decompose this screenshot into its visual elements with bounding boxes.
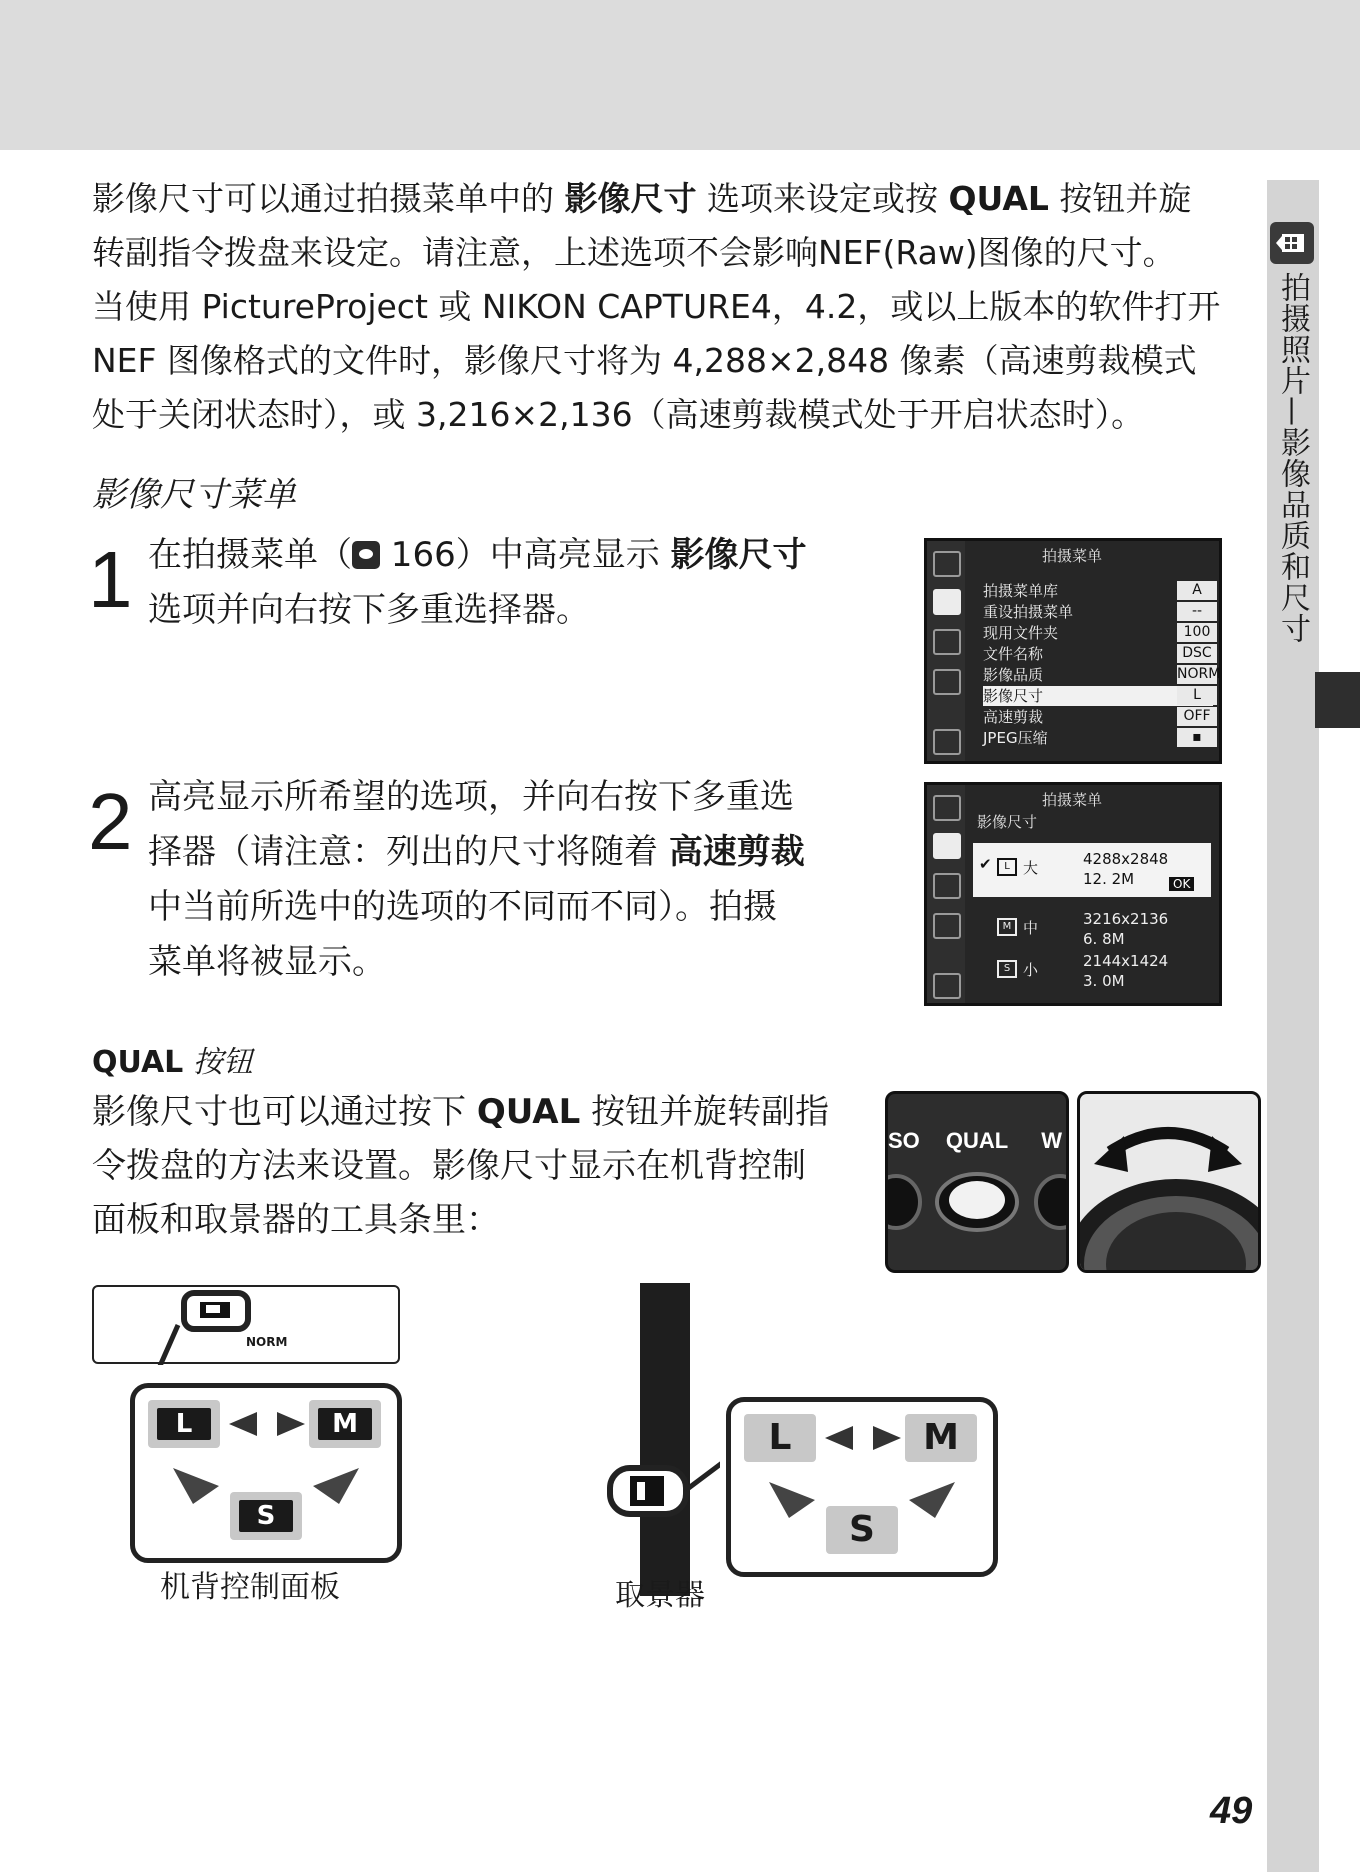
step-2-text: 高亮显示所希望的选项，并向右按下多重选 择器（请注意：列出的尺寸将随着 高速剪裁 中当前所选中的选项的不同而不同）。拍摄 菜单将被显示。 [148,777,805,982]
menu-item-value: 100 [1177,623,1217,642]
size-medium-chip: M [309,1400,381,1448]
vf-size-small-chip: S [826,1506,898,1554]
step-1-text: 在拍摄菜单（ 166）中高亮显示 影像尺寸 选项并向右按下多重选择器。 [148,535,807,630]
page-number: 49 [1210,1790,1253,1832]
size-small-chip: S [230,1492,302,1540]
viewfinder-caption: 取景器 [615,1578,705,1613]
ok-badge: OK [1169,877,1194,891]
rotate-dial-icon [1080,1094,1258,1270]
camera-tab-icon [933,833,961,859]
vf-size-medium-chip: M [905,1414,977,1462]
qual-button-label: QUAL [945,1128,1009,1153]
panel-size-popup [130,1383,402,1563]
menu-item-value: ▪ [1177,728,1217,747]
size-large-glyph: L [997,858,1017,876]
check-icon: ✔ [979,855,992,873]
menu-item: 文件名称 [983,645,1044,663]
menu-item: 影像品质 [983,666,1044,684]
vf-size-large-chip: L [744,1414,816,1462]
menu-item: JPEG压缩 [983,729,1048,747]
section-title: 影像尺寸菜单 [92,475,296,515]
size-small-glyph: S [997,960,1017,978]
playback-tab-icon [933,795,961,821]
size-large-chip: L [148,1400,220,1448]
lcd-norm-text: NORM [246,1335,288,1349]
menu-item-value: -- [1177,602,1217,621]
wrench-tab-icon [933,913,961,939]
menu-item-value: NORM [1177,666,1221,682]
menu-item: 高速剪裁 [983,708,1044,726]
image-size-menu-screenshot [924,782,1222,1006]
side-tab-label: 拍摄照片—影像品质和尺寸 [1275,272,1310,644]
pencil-tab-icon [933,873,961,899]
qual-heading: QUAL 按钮 [92,1045,253,1080]
sub-command-dial-photo [1077,1091,1261,1273]
qual-paragraph: 影像尺寸也可以通过按下 QUAL 按钮并旋转副指 令拨盘的方法来设置。影像尺寸显示在机背控制 面板和取景器的工具条里： [92,1092,830,1240]
menu-reference-icon [352,541,380,569]
recent-tab-icon [933,729,961,755]
menu-item-highlighted: 影像尺寸 [983,686,1213,706]
menu-item-value: L [1177,686,1217,705]
menu-title: 拍摄菜单 [1042,791,1103,809]
size-option-small: S 小 2144x1424 3. 0M [973,945,1211,999]
pencil-tab-icon [933,629,961,655]
camera-quality-icon [1270,222,1314,264]
menu-item: 重设拍摄菜单 [983,603,1074,621]
header-band [0,0,1360,150]
menu-item-value: OFF [1177,707,1217,726]
step-2-number: 2 [88,777,133,866]
recent-tab-icon [933,973,961,999]
size-medium-glyph: M [997,918,1017,936]
qual-button-photo: QUAL SO W [885,1091,1069,1273]
qual-button-icon [888,1094,1066,1270]
side-tab-marker [1315,672,1360,728]
viewfinder-size-indicator-icon [600,1450,720,1570]
size-option-large: ✔ L 大 4288x2848 12. 2M OK [973,843,1211,897]
submenu-title: 影像尺寸 [977,813,1038,831]
menu-item-value: A [1177,581,1217,600]
panel-caption: 机背控制面板 [160,1570,340,1605]
cycle-arrows-icon [135,1388,397,1558]
lcd-size-indicator-icon [92,1285,492,1365]
vf-cycle-arrows-icon [731,1402,993,1572]
menu-item: 拍摄菜单库 [983,582,1059,600]
menu-item: 现用文件夹 [983,624,1059,642]
camera-tab-icon [933,589,961,615]
step-1-number: 1 [88,535,133,624]
viewfinder-size-popup [726,1397,998,1577]
menu-item-value: DSC [1177,644,1217,663]
shooting-menu-screenshot [924,538,1222,764]
intro-paragraph: 影像尺寸可以通过拍摄菜单中的 影像尺寸 选项来设定或按 QUAL 按钮并旋 转副指令拨盘来设定。请注意，上述选项不会影响NEF(Raw)图像的尺寸。 当使用 PictureProject 或 NIKON CAPTURE4，4.2，或以上版本的软件打开 NEF 图像格式的文件时，影像尺寸将为 4,288×2,848 像素（高速剪裁模式 处于关闭状态时），或 3,216×2,136（高速剪裁模式处于开启状态时）。 [92,179,1221,434]
wrench-tab-icon [933,669,961,695]
menu-title: 拍摄菜单 [1042,547,1103,565]
playback-tab-icon [933,551,961,577]
size-option-medium: M 中 3216x2136 6. 8M [973,903,1211,957]
